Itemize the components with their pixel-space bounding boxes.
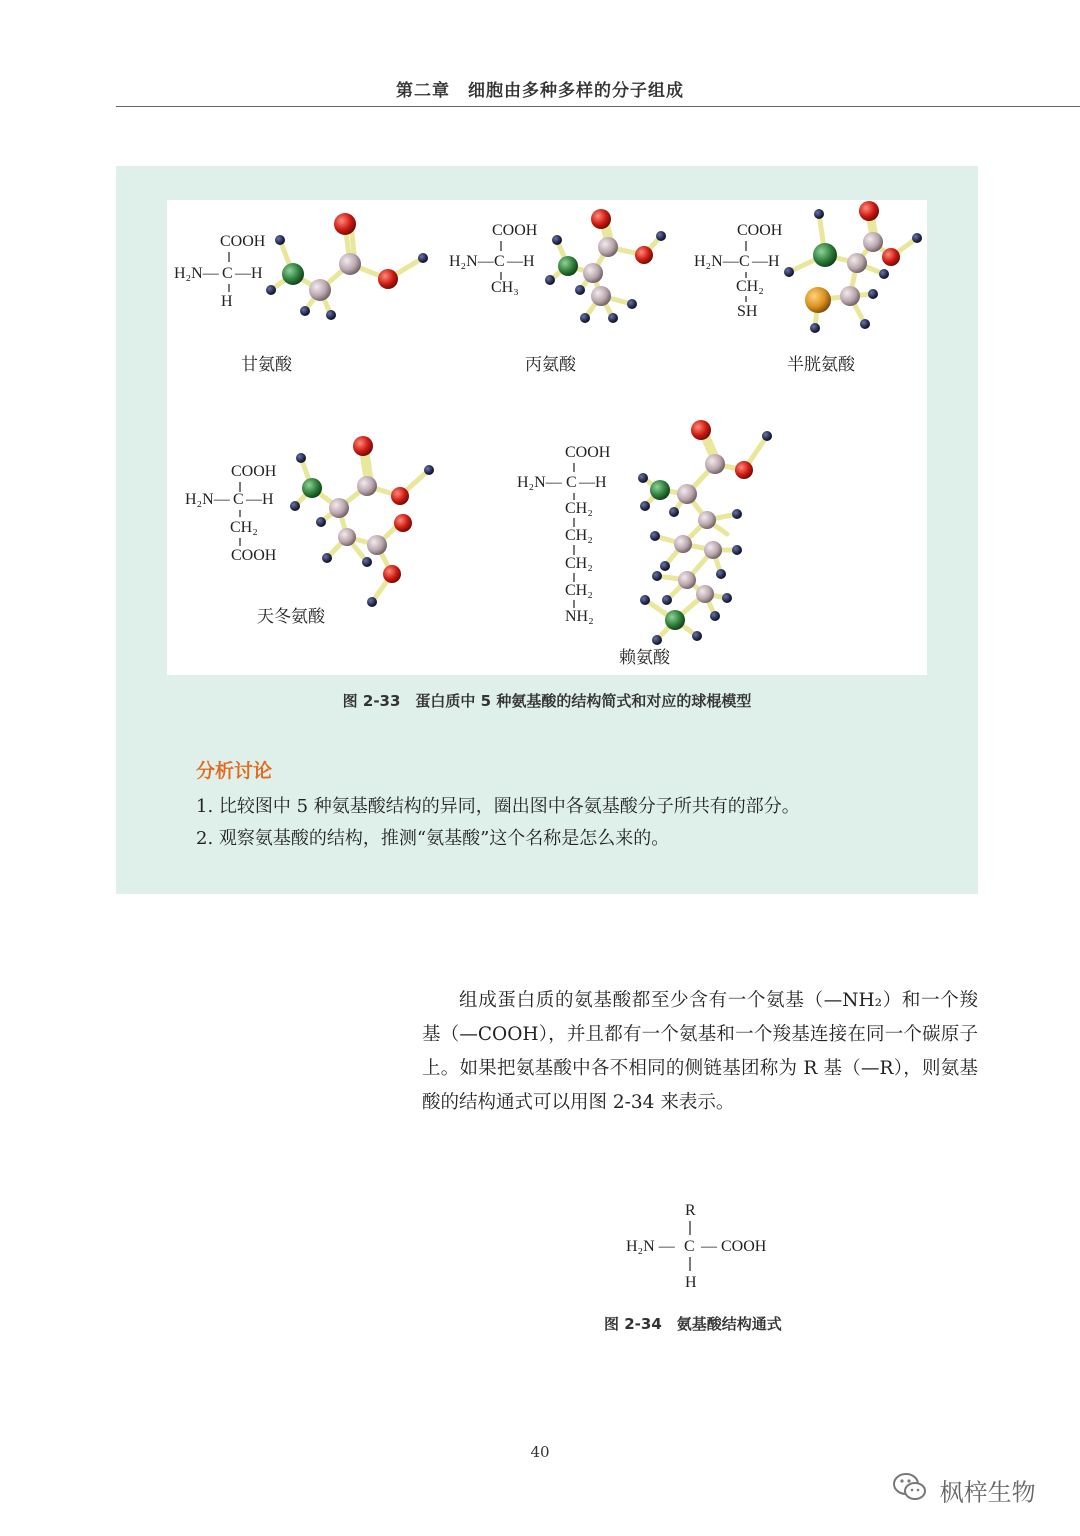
- formula-left: H₂N—: [174, 265, 219, 282]
- formula-top: COOH: [231, 463, 277, 480]
- lysine-chain-5: NH₂: [565, 608, 594, 625]
- formula-bottom: CH₂: [230, 519, 258, 536]
- formula-bottom: H: [221, 293, 233, 310]
- formula-top: COOH: [737, 222, 783, 239]
- formula-right: —H: [579, 474, 607, 491]
- formula-bottom: CH₃: [491, 279, 519, 296]
- discussion-title: 分析讨论: [196, 760, 273, 782]
- lysine-chain-4: CH₂: [565, 582, 593, 599]
- glycine-label: 甘氨酸: [241, 355, 292, 375]
- alanine-label: 丙氨酸: [525, 355, 576, 375]
- formula-center: C: [739, 253, 750, 270]
- general-formula-carbon: C: [684, 1238, 695, 1255]
- formula-left: H₂N—: [185, 491, 230, 508]
- formula-bottom2: SH: [737, 303, 758, 320]
- cysteine-ball-model: [784, 201, 922, 333]
- formula-left: H₂N—: [694, 253, 739, 270]
- formula-right: —H: [507, 253, 535, 270]
- discussion-item: 2. 观察氨基酸的结构，推测“氨基酸”这个名称是怎么来的。: [196, 828, 670, 849]
- wechat-icon: [892, 1472, 928, 1508]
- formula-right: —H: [752, 253, 780, 270]
- alanine-formula: [449, 222, 538, 296]
- glycine-formula: [174, 233, 266, 310]
- formula-center: C: [222, 265, 233, 282]
- lysine-ball-model: [638, 420, 772, 645]
- aspartate-formula: [185, 463, 277, 564]
- aspartate-ball-model: [290, 436, 434, 607]
- general-formula-h: H: [685, 1274, 697, 1291]
- header-rule: [116, 106, 1080, 107]
- formula-right: —H: [235, 265, 263, 282]
- watermark-text: 枫梓生物: [939, 1478, 1036, 1507]
- body-paragraph: [422, 984, 978, 1120]
- general-formula-carboxyl: — COOH: [701, 1238, 767, 1255]
- figure-2-34-caption: 图 2-34 氨基酸结构通式: [604, 1315, 782, 1333]
- cysteine-formula: [694, 222, 783, 320]
- figure-2-33: [167, 200, 927, 675]
- formula-left: H₂N—: [517, 474, 562, 491]
- lysine-chain-3: CH₂: [565, 555, 593, 572]
- figure-2-34: [600, 1195, 800, 1299]
- formula-right: —H: [246, 491, 274, 508]
- general-formula-amino: H₂N —: [626, 1238, 675, 1255]
- general-formula-r: R: [685, 1202, 696, 1219]
- discussion-item: 1. 比较图中 5 种氨基酸结构的异同，圈出图中各氨基酸分子所共有的部分。: [196, 796, 800, 817]
- alanine-ball-model: [545, 209, 666, 323]
- lysine-chain-1: CH₂: [565, 500, 593, 517]
- lysine-formula: [517, 444, 611, 625]
- formula-center: C: [494, 253, 505, 270]
- formula-top: COOH: [565, 444, 611, 461]
- formula-top: COOH: [492, 222, 538, 239]
- lysine-label: 赖氨酸: [619, 648, 670, 668]
- page-number: 40: [530, 1443, 550, 1461]
- formula-bottom: CH₂: [736, 278, 764, 295]
- formula-left: H₂N—: [449, 253, 494, 270]
- watermark: [892, 1472, 1036, 1508]
- formula-center: C: [566, 474, 577, 491]
- cysteine-label: 半胱氨酸: [787, 355, 855, 375]
- formula-center: C: [233, 491, 244, 508]
- formula-top: COOH: [220, 233, 266, 250]
- aspartate-label: 天冬氨酸: [257, 607, 325, 627]
- glycine-ball-model: [266, 213, 428, 320]
- figure-2-33-caption: 图 2-33 蛋白质中 5 种氨基酸的结构简式和对应的球棍模型: [342, 692, 752, 710]
- formula-bottom2: COOH: [231, 547, 277, 564]
- chapter-title: 第二章 细胞由多种多样的分子组成: [396, 81, 684, 101]
- lysine-chain-2: CH₂: [565, 527, 593, 544]
- body-text: 组成蛋白质的氨基酸都至少含有一个氨基（—NH₂）和一个羧基（—COOH），并且都有一个氨基和一个羧基连接在同一个碳原子上。如果把氨基酸中各不相同的侧链基团称为 R 基（—R），则氨基酸的结构通式可以用图 2-34 来表示。: [422, 990, 978, 1113]
